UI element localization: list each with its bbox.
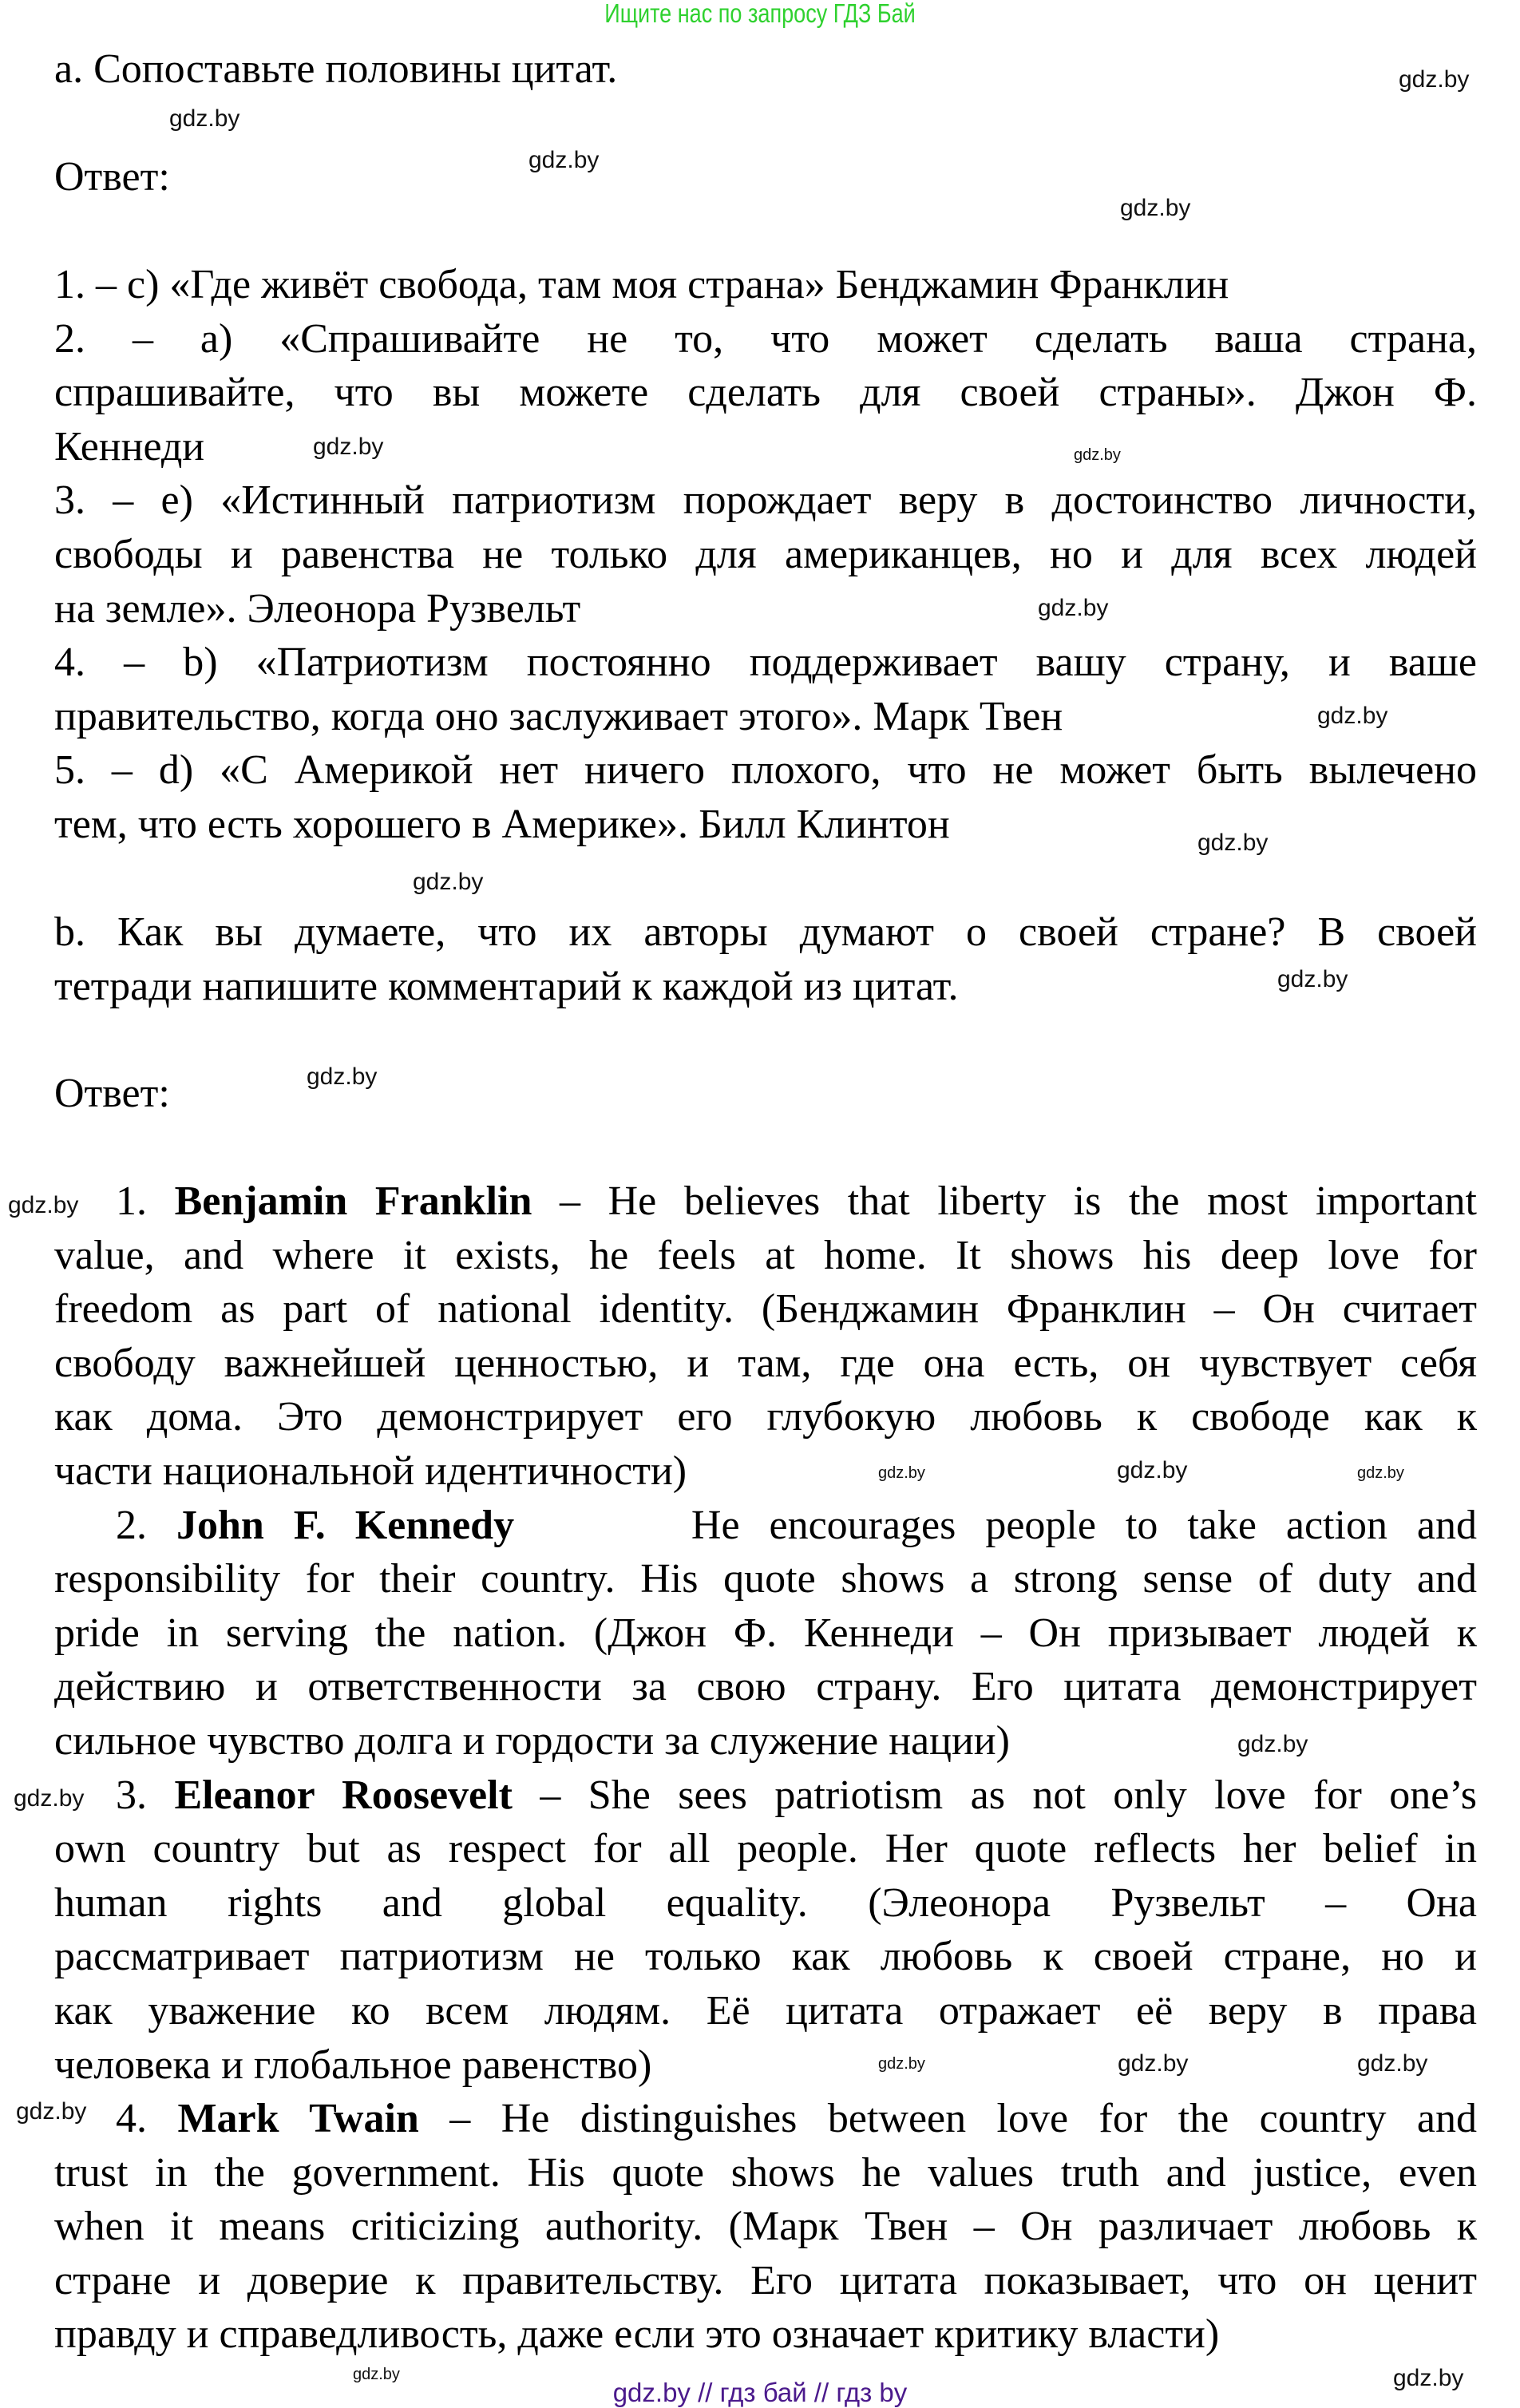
watermark: gdz.by	[528, 147, 600, 173]
text-line	[54, 1337, 1477, 1391]
line-text: части национальной идентичности)	[54, 1448, 687, 1494]
text-line	[54, 366, 1477, 420]
item-number: 4.	[116, 2096, 178, 2142]
line-text: when it means criticizing authority. (Марк Твен – Он различает любовь к	[54, 2204, 1477, 2250]
line-text: 1. – c) «Где живёт свобода, там моя страна» Бенджамин Франклин	[54, 262, 1229, 307]
line-text: тетради напишите комментарий к каждой из цитат.	[54, 963, 959, 1009]
text-line	[54, 960, 1477, 1014]
text-line	[54, 1229, 1477, 1283]
watermark: gdz.by	[1399, 66, 1470, 93]
text-line	[54, 2254, 1477, 2308]
watermark: gdz.by	[1197, 830, 1269, 856]
text-line	[54, 312, 1477, 366]
watermark: gdz.by	[1277, 966, 1348, 992]
line-text: – He distinguishes between love for the country and	[418, 2096, 1478, 2142]
text-line	[54, 1876, 1477, 1931]
text-line	[54, 528, 1477, 582]
watermark: gdz.by	[413, 869, 484, 895]
watermark: gdz.by	[878, 1464, 925, 1482]
watermark: gdz.by	[313, 434, 384, 460]
watermark: gdz.by	[353, 2366, 400, 2383]
line-text: свободу важнейшей ценностью, и там, где она есть, он чувствует себя	[54, 1340, 1477, 1386]
text-line	[54, 2038, 1477, 2093]
text-line	[54, 1390, 1477, 1444]
line-text: тем, что есть хорошего в Америке». Билл Клинтон	[54, 801, 950, 847]
author-name: John F. Kennedy	[176, 1502, 515, 1548]
text-line	[54, 1444, 1477, 1499]
text-line	[54, 473, 1477, 528]
text-line	[54, 582, 1477, 636]
text-line	[54, 1930, 1477, 1984]
item-number: 3.	[116, 1772, 175, 1818]
text-line	[54, 905, 1477, 960]
author-name: Eleanor Roosevelt	[174, 1772, 513, 1818]
line-text: правительство, когда оно заслуживает этого». Марк Твен	[54, 693, 1063, 739]
text-line	[54, 2200, 1477, 2254]
line-text: 4. – b) «Патриотизм постоянно поддерживает вашу страну, и ваше	[54, 640, 1477, 686]
task-b-answer-label: Ответ:	[54, 1071, 170, 1116]
line-text: He encourages people to take action and	[514, 1502, 1477, 1548]
answer-item	[54, 1768, 1477, 1823]
line-text: 5. – d) «С Америкой нет ничего плохого, что не может быть вылечено	[54, 747, 1477, 794]
line-text: 3. – e) «Истинный патриотизм порождает веру в достоинство личности,	[54, 477, 1477, 524]
watermark: gdz.by	[1118, 2050, 1189, 2077]
line-text: на земле». Элеонора Рузвельт	[54, 585, 581, 632]
line-text: responsibility for their country. His quote shows a strong sense of duty and	[54, 1556, 1477, 1602]
line-text: как уважение ко всем людям. Её цитата отражает её веру в права	[54, 1987, 1477, 2034]
line-text: спрашивайте, что вы можете сделать для своей страны». Джон Ф.	[54, 370, 1477, 416]
line-text: свободы и равенства не только для американцев, но и для всех людей	[54, 531, 1477, 577]
watermark: gdz.by	[1117, 1457, 1188, 1483]
watermark: gdz.by	[1357, 2050, 1428, 2077]
author-name: Mark Twain	[177, 2096, 419, 2142]
task-b-answer	[54, 1174, 1477, 2362]
task-a-title: a. Сопоставьте половины цитат.	[54, 46, 618, 92]
item-number: 1.	[116, 1178, 175, 1224]
line-text: стране и доверие к правительству. Его цитата показывает, что он ценит	[54, 2257, 1477, 2303]
text-line	[54, 1552, 1477, 1606]
text-line	[54, 690, 1477, 744]
line-text: рассматривает патриотизм не только как любовь к своей стране, но и	[54, 1934, 1477, 1980]
item-number: 2.	[116, 1502, 176, 1548]
line-text: – She sees patriotism as not only love for one’s	[512, 1772, 1478, 1818]
answer-item	[54, 2092, 1477, 2146]
watermark: gdz.by	[1317, 703, 1388, 729]
text-line	[54, 1822, 1477, 1876]
watermark: gdz.by	[1038, 595, 1109, 621]
line-text: человека и глобальное равенство)	[54, 2042, 652, 2088]
text-line	[54, 258, 1477, 312]
line-text: – He believes that liberty is the most important	[532, 1178, 1478, 1224]
line-text: human rights and global equality. (Элеонора Рузвельт – Она	[54, 1879, 1477, 1926]
watermark: gdz.by	[1120, 195, 1191, 221]
watermark: gdz.by	[1237, 1731, 1308, 1757]
line-text: сильное чувство долга и гордости за служение нации)	[54, 1717, 1010, 1764]
watermark: gdz.by	[1357, 1464, 1404, 1482]
line-text: pride in serving the nation. (Джон Ф. Кеннеди – Он призывает людей к	[54, 1610, 1477, 1656]
footer-links: gdz.by // гдз бай // гдз by	[612, 2378, 908, 2407]
line-text: b. Как вы думаете, что их авторы думают о своей стране? В своей	[54, 909, 1477, 955]
line-text: freedom as part of national identity. (Бенджамин Франклин – Он считает	[54, 1286, 1477, 1333]
text-line	[54, 2146, 1477, 2200]
line-text: value, and where it exists, he feels at home. It shows his deep love for	[54, 1232, 1477, 1278]
line-text: own country but as respect for all people. Her quote reflects her belief in	[54, 1826, 1477, 1872]
line-text: как дома. Это демонстрирует его глубокую любовь к свободе как к	[54, 1394, 1477, 1440]
text-line	[54, 1282, 1477, 1337]
line-text: правду и справедливость, даже если это означает критику власти)	[54, 2311, 1220, 2358]
watermark: gdz.by	[16, 2098, 87, 2125]
text-line	[54, 743, 1477, 798]
task-a-answer	[54, 258, 1477, 852]
answer-item	[54, 1499, 1477, 1553]
text-line	[54, 420, 1477, 474]
line-text: Кеннеди	[54, 423, 205, 469]
text-line	[54, 1984, 1477, 2038]
text-line	[54, 2307, 1477, 2362]
task-b-question	[54, 905, 1477, 1013]
line-text: действию и ответственности за свою страну. Его цитата демонстрирует	[54, 1664, 1477, 1710]
search-banner: Ищите нас по запросу ГДЗ Бай	[604, 0, 916, 28]
watermark: gdz.by	[8, 1192, 79, 1218]
text-line	[54, 1660, 1477, 1714]
watermark: gdz.by	[1393, 2365, 1464, 2391]
watermark: gdz.by	[1074, 446, 1121, 464]
line-text: 2. – a) «Спрашивайте не то, что может сделать ваша страна,	[54, 315, 1477, 362]
answer-item	[54, 1174, 1477, 1229]
watermark: gdz.by	[307, 1063, 378, 1090]
watermark: gdz.by	[14, 1785, 85, 1812]
line-text: trust in the government. His quote shows he values truth and justice, even	[54, 2149, 1477, 2196]
text-line	[54, 1606, 1477, 1661]
author-name: Benjamin Franklin	[174, 1178, 532, 1224]
watermark: gdz.by	[878, 2055, 925, 2073]
watermark: gdz.by	[169, 105, 240, 132]
text-line	[54, 636, 1477, 690]
task-a-answer-label: Ответ:	[54, 154, 170, 200]
